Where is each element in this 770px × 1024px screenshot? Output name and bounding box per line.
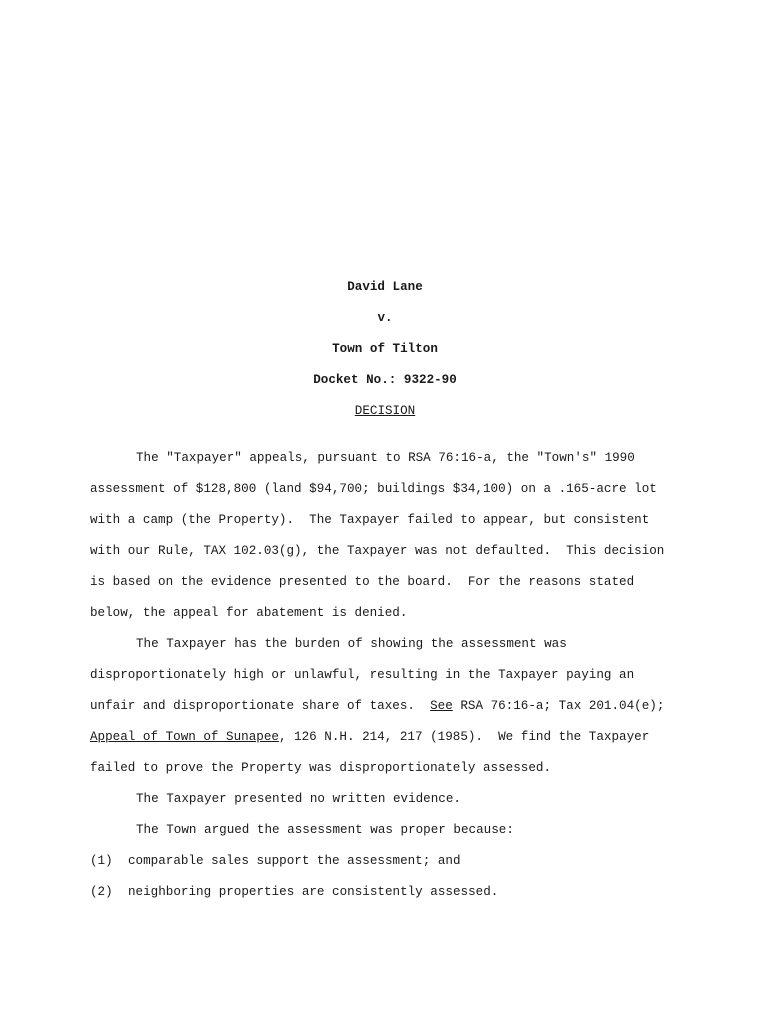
list-item-text: neighboring properties are consistently assessed. xyxy=(128,885,499,899)
paragraph-1-line-6: below, the appeal for abatement is denied. xyxy=(90,606,408,620)
paragraph-2-line-3-pre: unfair and disproportionate share of taxes. xyxy=(90,699,431,713)
paragraph-2-line-4 xyxy=(90,729,649,745)
party-town: Town of Tilton xyxy=(332,342,438,356)
paragraph-2-line-5: failed to prove the Property was disproportionately assessed. xyxy=(90,761,552,775)
paragraph-2-line-2: disproportionately high or unlawful, resulting in the Taxpayer paying an xyxy=(90,668,635,682)
paragraph-4: The Town argued the assessment was proper because: xyxy=(136,823,514,837)
docket-number: Docket No.: 9322-90 xyxy=(313,373,457,387)
paragraph-1-line-1: The "Taxpayer" appeals, pursuant to RSA 76:16-a, the "Town's" 1990 xyxy=(136,451,635,465)
list-item-number: (1) xyxy=(90,854,113,868)
list-item-text: comparable sales support the assessment; and xyxy=(128,854,461,868)
paragraph-3: The Taxpayer presented no written evidence. xyxy=(136,792,461,806)
see-signal: See xyxy=(430,699,453,713)
paragraph-1-line-2: assessment of $128,800 (land $94,700; buildings $34,100) on a .165-acre lot xyxy=(90,482,657,496)
paragraph-2-line-3-post: RSA 76:16-a; Tax 201.04(e); xyxy=(452,699,665,713)
paragraph-1-line-3: with a camp (the Property). The Taxpayer failed to appear, but consistent xyxy=(90,513,650,527)
case-citation: Appeal of Town of Sunapee xyxy=(90,730,279,744)
paragraph-1-line-4: with our Rule, TAX 102.03(g), the Taxpayer was not defaulted. This decision xyxy=(90,544,665,558)
decision-heading-text: DECISION xyxy=(354,404,416,418)
paragraph-1-line-5: is based on the evidence presented to the board. For the reasons stated xyxy=(90,575,635,589)
list-item-number: (2) xyxy=(90,885,113,899)
paragraph-2-line-3 xyxy=(90,698,664,714)
versus-label: v. xyxy=(377,311,393,325)
paragraph-2-line-1: The Taxpayer has the burden of showing the assessment was xyxy=(136,637,567,651)
party-taxpayer: David Lane xyxy=(347,280,423,294)
paragraph-2-line-4-post: , 126 N.H. 214, 217 (1985). We find the Taxpayer xyxy=(278,730,650,744)
decision-heading xyxy=(0,403,770,419)
